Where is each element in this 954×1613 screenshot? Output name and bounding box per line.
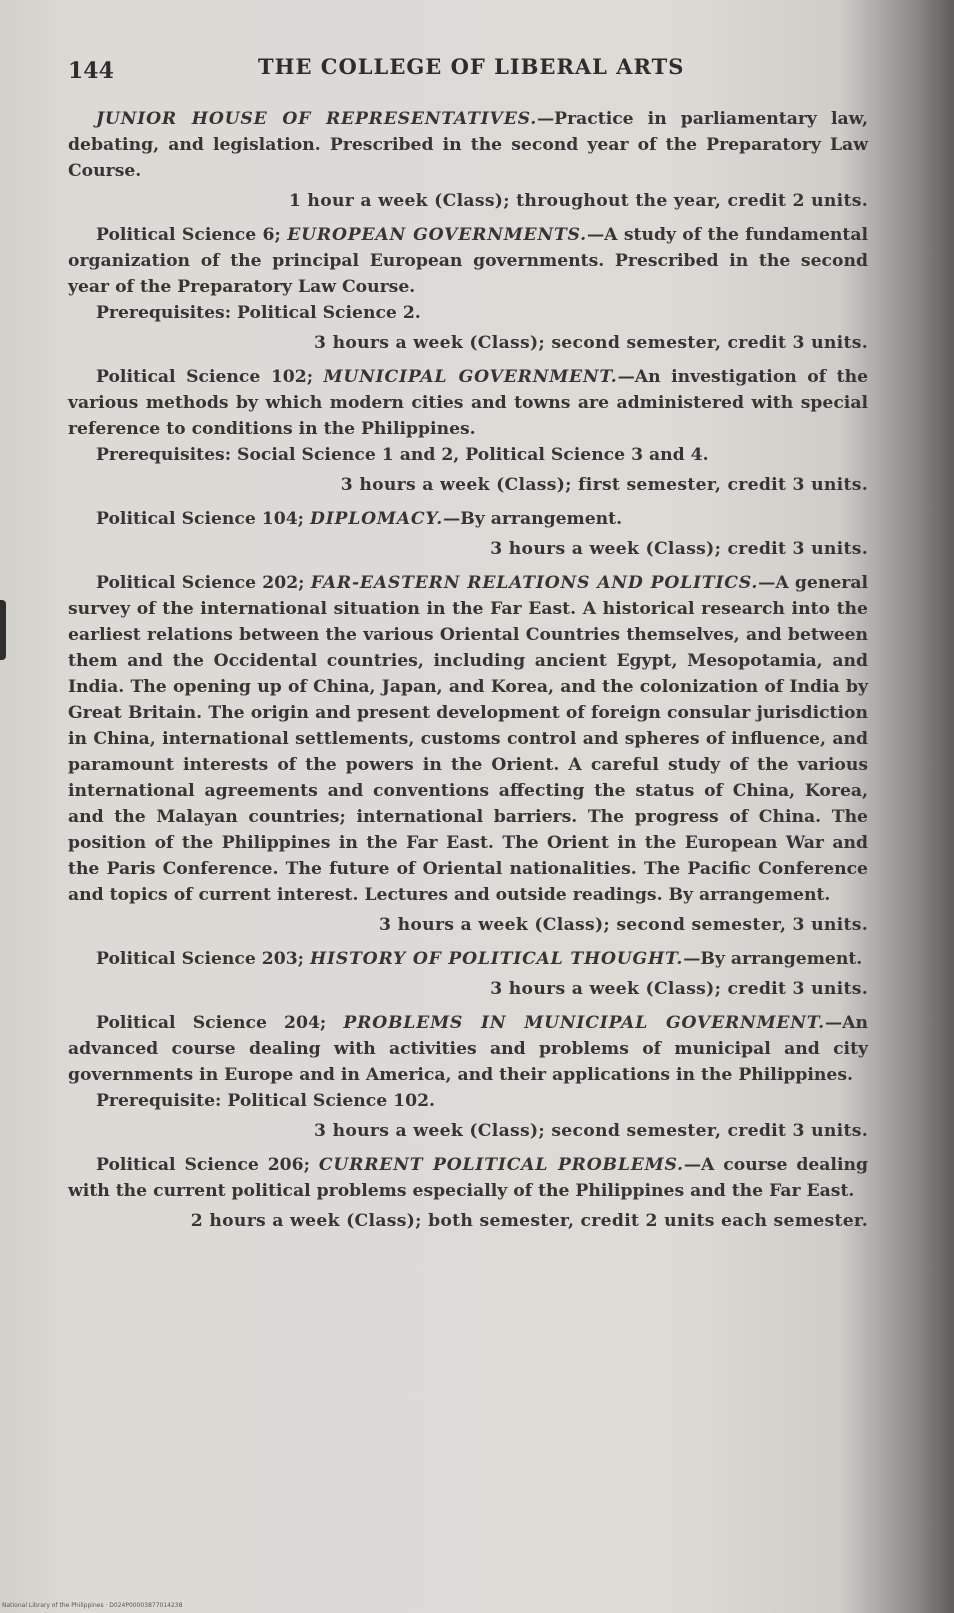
course-prerequisites: Prerequisite: Political Science 102.: [96, 1091, 436, 1111]
course-title: EUROPEAN GOVERNMENTS.: [287, 225, 587, 245]
course-title: DIPLOMACY.: [310, 509, 444, 529]
course-number: Political Science 204;: [96, 1013, 344, 1033]
page-header: [68, 52, 868, 92]
course-title: MUNICIPAL GOVERNMENT.: [323, 367, 618, 387]
course-description: [68, 106, 868, 184]
course-title: PROBLEMS IN MUNICIPAL GOVERNMENT.: [343, 1013, 825, 1033]
course-number: Political Science 203;: [96, 949, 310, 969]
course-hours: 3 hours a week (Class); second semester, credit 3 units.: [314, 1121, 868, 1141]
course-hours: 3 hours a week (Class); credit 3 units.: [490, 539, 868, 559]
course-description: [68, 364, 868, 442]
course-description: [68, 506, 868, 532]
course-entry: [68, 222, 868, 356]
course-entry: [68, 1152, 868, 1234]
running-head: THE COLLEGE OF LIBERAL ARTS: [258, 54, 685, 79]
course-description: [68, 222, 868, 300]
course-number: Political Science 104;: [96, 509, 310, 529]
page-number: 144: [68, 58, 114, 84]
course-number: Political Science 102;: [96, 367, 324, 387]
course-hours: 3 hours a week (Class); first semester, credit 3 units.: [340, 475, 868, 495]
course-hours: 3 hours a week (Class); second semester, 3 units.: [379, 915, 868, 935]
course-title: HISTORY OF POLITICAL THOUGHT.: [310, 949, 684, 969]
course-entry: [68, 570, 868, 938]
course-description: [68, 1010, 868, 1088]
course-hours: 2 hours a week (Class); both semester, credit 2 units each semester.: [190, 1211, 868, 1231]
course-text: —An investigation of the various methods by which modern cities and towns are administered with special reference to conditions in the Philippines.: [68, 367, 869, 439]
course-prerequisites: Prerequisites: Political Science 2.: [96, 303, 421, 323]
course-hours: 3 hours a week (Class); second semester, credit 3 units.: [314, 333, 868, 353]
course-entry: [68, 1010, 868, 1144]
course-text: —Practice in parliamentary law, debating, and legislation. Prescribed in the second year of the Preparatory Law Course.: [68, 109, 868, 181]
course-text: —A general survey of the international situation in the Far East. A historical research into the earliest relations between the various Oriental Countries themselves, and between them and the Occidental countries, including ancient Egypt, Mesopotamia, and India. The opening up of China, Japan, and Korea, and the colonization of India by Great Britain. The origin and present development of foreign consular jurisdiction in China, international settlements, customs control and spheres of influence, and paramount interests of the powers in the Orient. A careful study of the various international agreements and conventions affecting the status of China, Korea, and the Malayan countries; international barriers. The progress of China. The position of the Philippines in the Far East. The Orient in the European War and the Paris Conference. The future of Oriental nationalities. The Pacific Conference and topics of current interest. Lectures and outside readings. By arrangement.: [68, 573, 868, 905]
course-description: [68, 946, 868, 972]
course-text: —An advanced course dealing with activities and problems of municipal and city governments in Europe and in America, and their applications in the Philippines.: [68, 1013, 868, 1085]
course-entry: [68, 946, 868, 1002]
binding-mark: [0, 600, 6, 660]
course-number: Political Science 202;: [96, 573, 311, 593]
course-hours: 1 hour a week (Class); throughout the year, credit 2 units.: [288, 191, 868, 211]
course-text: —A course dealing with the current political problems especially of the Philippines and the Far East.: [68, 1155, 868, 1201]
archive-footer-note: National Library of the Philippines · D024P00003877014238: [2, 1602, 183, 1609]
course-text: —By arrangement.: [443, 509, 623, 529]
course-list: [68, 106, 868, 1242]
course-text: —By arrangement.: [683, 949, 863, 969]
course-description: [68, 1152, 868, 1204]
course-prerequisites: Prerequisites: Social Science 1 and 2, Political Science 3 and 4.: [96, 445, 709, 465]
course-entry: [68, 106, 868, 214]
course-description: [68, 570, 868, 908]
course-title: CURRENT POLITICAL PROBLEMS.: [318, 1155, 684, 1175]
course-title: FAR-EASTERN RELATIONS AND POLITICS.: [310, 573, 759, 593]
course-text: —A study of the fundamental organization of the principal European governments. Prescribed in the second year of the Preparatory Law Course.: [68, 225, 868, 297]
course-number: Political Science 206;: [96, 1155, 319, 1175]
course-number: Political Science 6;: [96, 225, 288, 245]
course-hours: 3 hours a week (Class); credit 3 units.: [490, 979, 868, 999]
course-title: JUNIOR HOUSE OF REPRESENTATIVES.: [96, 109, 537, 129]
course-entry: [68, 506, 868, 562]
course-entry: [68, 364, 868, 498]
